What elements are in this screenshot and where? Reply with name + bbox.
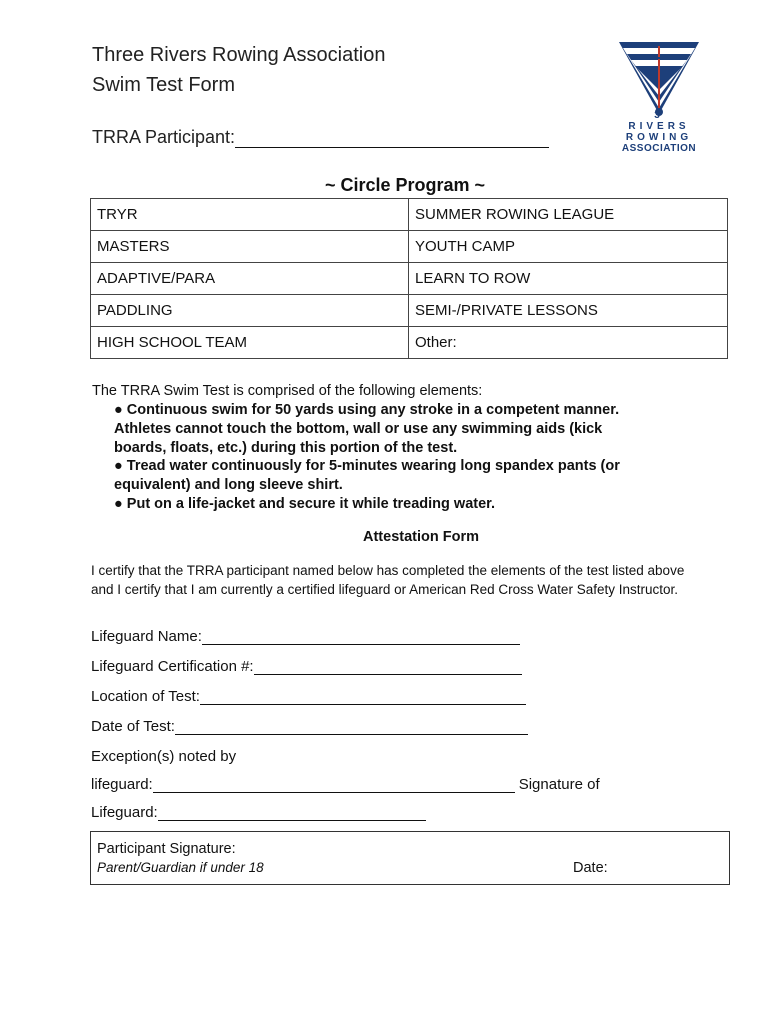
date-of-test-line[interactable] <box>175 718 528 735</box>
exceptions-field[interactable] <box>91 776 600 793</box>
logo-emblem-icon <box>615 38 703 118</box>
lifeguard-name-line[interactable] <box>202 628 520 645</box>
table-row <box>91 231 728 263</box>
program-option[interactable]: YOUTH CAMP <box>409 231 728 263</box>
field-label: Location of Test: <box>91 688 200 705</box>
logo-number: 3 <box>654 110 664 121</box>
program-option[interactable]: PADDLING <box>91 295 409 327</box>
trra-logo <box>615 38 703 158</box>
program-option[interactable]: LEARN TO ROW <box>409 263 728 295</box>
field-label: Lifeguard Certification #: <box>91 658 254 675</box>
field-label: Date of Test: <box>91 718 175 735</box>
program-option[interactable]: SEMI-/PRIVATE LESSONS <box>409 295 728 327</box>
page-subtitle: Swim Test Form <box>92 74 235 96</box>
test-elements-list <box>114 401 654 514</box>
table-row <box>91 199 728 231</box>
participant-signature-box[interactable] <box>90 831 730 885</box>
test-intro: The TRRA Swim Test is comprised of the following elements: <box>92 383 483 399</box>
participant-signature-label: Participant Signature: <box>97 841 236 857</box>
participant-field[interactable] <box>92 127 549 148</box>
program-option[interactable]: MASTERS <box>91 231 409 263</box>
date-of-test-field[interactable] <box>91 718 528 735</box>
certification-line[interactable] <box>254 658 522 675</box>
program-option[interactable]: TRYR <box>91 199 409 231</box>
table-row <box>91 327 728 359</box>
exceptions-label: Exception(s) noted by <box>91 748 237 765</box>
location-line[interactable] <box>200 688 526 705</box>
location-field[interactable] <box>91 688 526 705</box>
field-label: Lifeguard Name: <box>91 628 202 645</box>
certify-text: I certify that the TRRA participant named below has completed the elements of the test listed above and I certify that I am currently a certified lifeguard or American Red Cross Water Safety Instructor. <box>91 563 685 597</box>
attestation-title: Attestation Form <box>363 529 479 545</box>
participant-label: TRRA Participant: <box>92 127 236 147</box>
logo-rowing: ROWING <box>625 132 693 143</box>
logo-association: ASSOCIATION <box>621 143 697 154</box>
participant-line[interactable] <box>235 131 549 148</box>
lifeguard-signature-line[interactable] <box>158 804 426 821</box>
field-label: lifeguard: <box>91 776 153 793</box>
program-option[interactable]: HIGH SCHOOL TEAM <box>91 327 409 359</box>
signature-of-label: Signature of <box>518 776 600 793</box>
list-item: ● Tread water continuously for 5-minutes wearing long spandex pants (or equivalent) and long sleeve shirt. <box>114 458 620 494</box>
list-item: ● Continuous swim for 50 yards using any stroke in a competent manner. Athletes cannot touch the bottom, wall or use any swimming aids (kick boards, floats, etc.) during this portion of the test. <box>114 402 620 456</box>
page-title: Three Rivers Rowing Association <box>92 44 386 66</box>
program-table <box>90 198 728 359</box>
field-label: Lifeguard: <box>91 804 158 821</box>
table-row <box>91 295 728 327</box>
lifeguard-signature-field[interactable] <box>91 804 426 821</box>
program-option[interactable]: ADAPTIVE/PARA <box>91 263 409 295</box>
logo-rivers: RIVERS <box>628 121 690 132</box>
lifeguard-name-field[interactable] <box>91 628 520 645</box>
guardian-note: Parent/Guardian if under 18 <box>97 860 264 875</box>
program-title: ~ Circle Program ~ <box>324 175 486 195</box>
program-option[interactable]: SUMMER ROWING LEAGUE <box>409 199 728 231</box>
table-row <box>91 263 728 295</box>
list-item: ● Put on a life-jacket and secure it while treading water. <box>114 495 496 512</box>
exceptions-line[interactable] <box>153 776 515 793</box>
certification-field[interactable] <box>91 658 522 675</box>
date-label: Date: <box>573 860 608 876</box>
program-option-other[interactable]: Other: <box>409 327 728 359</box>
